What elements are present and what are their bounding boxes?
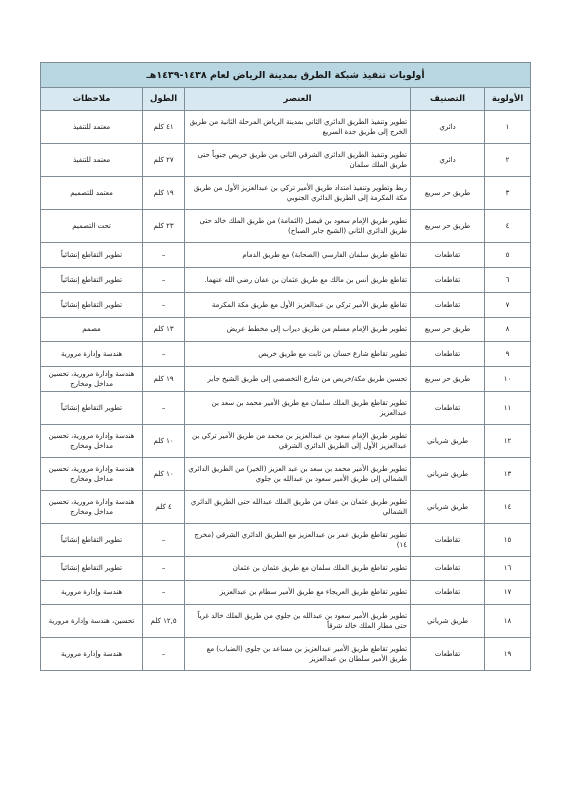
cell-length: – [143, 581, 185, 605]
table-row [41, 243, 531, 268]
cell-priority: ١٥ [485, 524, 531, 557]
cell-length: – [143, 392, 185, 425]
cell-element: تطوير طريق الأمير محمد بن سعد بن عبد العزيز (الخير) من الطريق الدائري الشمالي إلى طريق الأمير سعود بن عبدالله بن جلوي [185, 458, 411, 491]
cell-category: تقاطعات [411, 293, 485, 318]
cell-priority: ١٩ [485, 638, 531, 671]
cell-element: تطوير طريق الإمام سعود بن عبدالعزيز بن محمد من طريق الأمير تركي بن عبدالعزيز الأول إلى الطريق الدائري الشرقي [185, 425, 411, 458]
cell-priority: ١٢ [485, 425, 531, 458]
cell-element: تقاطع طريق سلمان الفارسي (الصحابة) مع طريق الدمام [185, 243, 411, 268]
cell-priority: ١٨ [485, 605, 531, 638]
cell-notes: هندسة وإدارة مرورية، تحسين مداخل ومخارج [41, 491, 143, 524]
table-title-row [41, 63, 531, 88]
cell-priority: ٢ [485, 144, 531, 177]
cell-notes: تطوير التقاطع إنشائياً [41, 293, 143, 318]
cell-element: تطوير تقاطع طريق الأمير عبدالعزيز بن مساعد بن جلوي (الضباب) مع طريق الأمير سلطان بن عبدالعزيز [185, 638, 411, 671]
cell-notes: مصمم [41, 318, 143, 342]
cell-category: دائري [411, 144, 485, 177]
cell-priority: ٣ [485, 177, 531, 210]
cell-priority: ١٧ [485, 581, 531, 605]
table-row [41, 458, 531, 491]
cell-length: – [143, 268, 185, 293]
cell-element: تطوير وتنفيذ الطريق الدائري الشرقي الثاني من طريق خريص جنوباً حتى طريق الملك سلمان [185, 144, 411, 177]
cell-element: تطوير تقاطع طريق عمر بن عبدالعزيز مع الطريق الدائري الشرقي (مخرج ١٤) [185, 524, 411, 557]
cell-category: طريق حر سريع [411, 367, 485, 392]
cell-element: تطوير طريق الإمام سعود بن فيصل (الثمامة) من طريق الملك خالد حتى طريق الدائري الثاني (الشيخ جابر الصباح) [185, 210, 411, 243]
cell-notes: معتمد للتنفيذ [41, 111, 143, 144]
table-row [41, 268, 531, 293]
cell-category: تقاطعات [411, 638, 485, 671]
cell-notes: تطوير التقاطع إنشائياً [41, 268, 143, 293]
table-row [41, 425, 531, 458]
cell-notes: تطوير التقاطع إنشائياً [41, 243, 143, 268]
cell-category: تقاطعات [411, 342, 485, 367]
cell-notes: تحسين، هندسة وإدارة مرورية [41, 605, 143, 638]
cell-priority: ٩ [485, 342, 531, 367]
table-row [41, 557, 531, 581]
cell-category: طريق شرياني [411, 491, 485, 524]
cell-length: ١٠ كلم [143, 458, 185, 491]
cell-length: ١٢,٥ كلم [143, 605, 185, 638]
cell-element: تطوير طريق عثمان بن عفان من طريق الملك عبدالله حتى الطريق الدائري الشمالي [185, 491, 411, 524]
cell-length: ١٩ كلم [143, 367, 185, 392]
cell-length: ٢٧ كلم [143, 144, 185, 177]
table-row [41, 210, 531, 243]
table-row [41, 605, 531, 638]
table-row [41, 318, 531, 342]
table-row [41, 293, 531, 318]
cell-length: ٤١ كلم [143, 111, 185, 144]
cell-element: تقاطع طريق أنس بن مالك مع طريق عثمان بن عفان رضي الله عنهما. [185, 268, 411, 293]
cell-element: ربط وتطوير وتنفيذ امتداد طريق الأمير تركي بن عبدالعزيز الأول من طريق مكة المكرمة إلى الطريق الدائري الجنوبي [185, 177, 411, 210]
cell-priority: ١٣ [485, 458, 531, 491]
cell-length: ١٠ كلم [143, 425, 185, 458]
cell-length: – [143, 293, 185, 318]
cell-length: – [143, 243, 185, 268]
cell-category: تقاطعات [411, 557, 485, 581]
cell-notes: تطوير التقاطع إنشائياً [41, 557, 143, 581]
cell-notes: معتمد للتصميم [41, 177, 143, 210]
table-row [41, 581, 531, 605]
table-row [41, 342, 531, 367]
table-body [41, 111, 531, 671]
header-length: الطول [143, 88, 185, 111]
cell-element: تطوير وتنفيذ الطريق الدائري الثاني بمدينة الرياض المرحلة الثانية من طريق الخرج إلى طريق جدة السريع [185, 111, 411, 144]
cell-notes: هندسة وإدارة مرورية، تحسين مداخل ومخارج [41, 367, 143, 392]
cell-length: – [143, 524, 185, 557]
cell-priority: ١٤ [485, 491, 531, 524]
cell-priority: ٤ [485, 210, 531, 243]
header-priority: الأولوية [485, 88, 531, 111]
cell-category: تقاطعات [411, 392, 485, 425]
table-row [41, 111, 531, 144]
cell-notes: هندسة وإدارة مرورية [41, 581, 143, 605]
cell-notes: هندسة وإدارة مرورية، تحسين مداخل ومخارج [41, 425, 143, 458]
document-page [40, 62, 530, 671]
cell-priority: ٥ [485, 243, 531, 268]
cell-length: – [143, 342, 185, 367]
cell-category: دائري [411, 111, 485, 144]
cell-category: طريق شرياني [411, 425, 485, 458]
cell-priority: ١٦ [485, 557, 531, 581]
cell-notes: هندسة وإدارة مرورية [41, 342, 143, 367]
cell-priority: ٨ [485, 318, 531, 342]
cell-length: ٢٣ كلم [143, 210, 185, 243]
header-element: العنصر [185, 88, 411, 111]
table-row [41, 638, 531, 671]
cell-notes: تحت التصميم [41, 210, 143, 243]
priorities-table [40, 62, 531, 671]
header-category: التصنيف [411, 88, 485, 111]
table-row [41, 392, 531, 425]
cell-category: طريق حر سريع [411, 318, 485, 342]
cell-length: ١٣ كلم [143, 318, 185, 342]
cell-notes: تطوير التقاطع إنشائياً [41, 392, 143, 425]
cell-element: تقاطع طريق الأمير تركي بن عبدالعزيز الأول مع طريق مكة المكرمة [185, 293, 411, 318]
cell-notes: هندسة وإدارة مرورية [41, 638, 143, 671]
table-title: أولويات تنفيذ شبكة الطرق بمدينة الرياض لعام ١٤٣٨-١٤٣٩هـ [41, 63, 531, 88]
cell-element: تحسين طريق مكة/خريص من شارع التخصصي إلى طريق الشيخ جابر [185, 367, 411, 392]
cell-priority: ٦ [485, 268, 531, 293]
cell-notes: معتمد للتنفيذ [41, 144, 143, 177]
table-row [41, 367, 531, 392]
cell-element: تطوير طريق الإمام مسلم من طريق ديراب إلى مخطط عريض [185, 318, 411, 342]
cell-element: تطوير تقاطع شارع حسان بن ثابت مع طريق خريص [185, 342, 411, 367]
cell-element: تطوير تقاطع طريق العريجاء مع طريق الأمير سطام بن عبدالعزيز [185, 581, 411, 605]
cell-length: ٤ كلم [143, 491, 185, 524]
cell-category: تقاطعات [411, 243, 485, 268]
table-row [41, 524, 531, 557]
cell-length: – [143, 557, 185, 581]
cell-category: طريق حر سريع [411, 210, 485, 243]
cell-category: تقاطعات [411, 524, 485, 557]
cell-priority: ١١ [485, 392, 531, 425]
table-row [41, 491, 531, 524]
cell-notes: هندسة وإدارة مرورية، تحسين مداخل ومخارج [41, 458, 143, 491]
cell-priority: ٧ [485, 293, 531, 318]
cell-priority: ١٠ [485, 367, 531, 392]
cell-priority: ١ [485, 111, 531, 144]
cell-length: – [143, 638, 185, 671]
cell-notes: تطوير التقاطع إنشائياً [41, 524, 143, 557]
table-header-row [41, 88, 531, 111]
table-row [41, 177, 531, 210]
table-row [41, 144, 531, 177]
cell-element: تطوير تقاطع طريق الملك سلمان مع طريق الأمير محمد بن سعد بن عبدالعزيز [185, 392, 411, 425]
cell-category: طريق حر سريع [411, 177, 485, 210]
header-notes: ملاحظات [41, 88, 143, 111]
cell-category: طريق شرياني [411, 605, 485, 638]
cell-category: تقاطعات [411, 581, 485, 605]
cell-category: طريق شرياني [411, 458, 485, 491]
cell-element: تطوير طريق الأمير سعود بن عبدالله بن جلوي من طريق الملك خالد غرباً حتى مطار الملك خالد شرقاً [185, 605, 411, 638]
cell-category: تقاطعات [411, 268, 485, 293]
cell-element: تطوير تقاطع طريق الملك سلمان مع طريق عثمان بن عثمان [185, 557, 411, 581]
cell-length: ١٩ كلم [143, 177, 185, 210]
